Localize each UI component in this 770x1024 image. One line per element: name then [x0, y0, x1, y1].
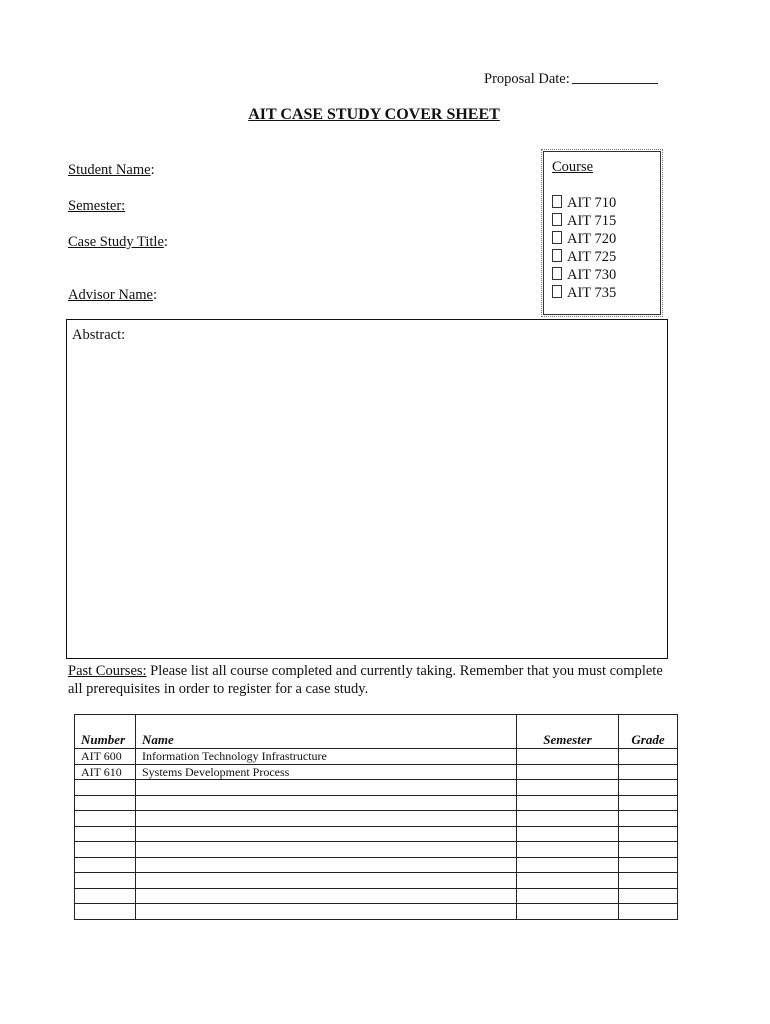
page-title: AIT CASE STUDY COVER SHEET: [248, 106, 500, 123]
course-option[interactable]: [552, 248, 616, 266]
course-option-label: AIT 720: [567, 231, 617, 247]
cell-name[interactable]: [136, 826, 517, 842]
cell-semester[interactable]: [517, 842, 619, 858]
colon: :: [152, 287, 157, 303]
case-study-title-label: Case Study Title: [68, 234, 164, 250]
cell-grade[interactable]: [619, 873, 678, 889]
course-option-label: AIT 710: [567, 195, 617, 211]
semester-label: Semester: [68, 198, 122, 214]
abstract-box[interactable]: [66, 319, 668, 659]
cell-grade[interactable]: [619, 888, 678, 904]
cell-name[interactable]: [136, 888, 517, 904]
table-row: [75, 904, 678, 920]
table-row: [75, 749, 678, 765]
course-selection-box: [543, 151, 661, 315]
cell-name[interactable]: [136, 873, 517, 889]
header-semester: Semester: [517, 715, 619, 749]
advisor-name-label: Advisor Name: [68, 287, 153, 303]
course-heading: Course: [552, 159, 594, 175]
cell-name[interactable]: [136, 904, 517, 920]
table-row: [75, 764, 678, 780]
course-option-label: AIT 715: [567, 213, 617, 229]
table-row: [75, 857, 678, 873]
student-name-field[interactable]: [68, 162, 155, 179]
course-option-label: AIT 735: [567, 285, 617, 301]
cell-grade[interactable]: [619, 842, 678, 858]
checkbox-icon[interactable]: [552, 267, 562, 280]
cell-semester[interactable]: [517, 795, 619, 811]
past-courses-instructions: [68, 662, 668, 698]
cell-number[interactable]: [75, 888, 136, 904]
cell-name[interactable]: Information Technology Infrastructure: [136, 749, 517, 765]
cell-number[interactable]: [75, 904, 136, 920]
proposal-date-label: Proposal Date:: [484, 71, 570, 87]
student-name-label: Student Name: [68, 162, 151, 178]
course-option-label: AIT 725: [567, 249, 617, 265]
cell-number[interactable]: AIT 600: [75, 749, 136, 765]
semester-field[interactable]: [68, 198, 125, 215]
header-name: Name: [136, 715, 517, 749]
cell-semester[interactable]: [517, 764, 619, 780]
cell-number[interactable]: [75, 811, 136, 827]
cell-grade[interactable]: [619, 811, 678, 827]
cell-number[interactable]: [75, 795, 136, 811]
cell-number[interactable]: [75, 826, 136, 842]
cell-number[interactable]: AIT 610: [75, 764, 136, 780]
advisor-name-field[interactable]: [68, 287, 157, 304]
cell-name[interactable]: [136, 857, 517, 873]
cell-name[interactable]: [136, 811, 517, 827]
cell-semester[interactable]: [517, 857, 619, 873]
course-options-list: [552, 194, 616, 302]
cell-semester[interactable]: [517, 873, 619, 889]
cell-grade[interactable]: [619, 780, 678, 796]
cell-grade[interactable]: [619, 826, 678, 842]
header-number: Number: [75, 715, 136, 749]
table-row: [75, 873, 678, 889]
table-row: [75, 842, 678, 858]
cell-grade[interactable]: [619, 904, 678, 920]
cell-grade[interactable]: [619, 795, 678, 811]
table-row: [75, 811, 678, 827]
checkbox-icon[interactable]: [552, 249, 562, 262]
abstract-label: Abstract:: [72, 327, 126, 343]
table-row: [75, 780, 678, 796]
cell-semester[interactable]: [517, 888, 619, 904]
cell-semester[interactable]: [517, 904, 619, 920]
cell-number[interactable]: [75, 873, 136, 889]
cell-name[interactable]: [136, 842, 517, 858]
proposal-date-blank[interactable]: [572, 70, 658, 84]
case-study-title-field[interactable]: [68, 234, 168, 251]
cell-semester[interactable]: [517, 780, 619, 796]
table-row: [75, 888, 678, 904]
cell-grade[interactable]: [619, 749, 678, 765]
checkbox-icon[interactable]: [552, 231, 562, 244]
cell-name[interactable]: [136, 795, 517, 811]
colon: :: [150, 162, 155, 178]
proposal-date: [484, 70, 658, 88]
cell-number[interactable]: [75, 857, 136, 873]
checkbox-icon[interactable]: [552, 285, 562, 298]
course-option[interactable]: [552, 266, 616, 284]
past-courses-text: Please list all course completed and currently taking. Remember that you must complete all prerequisites in order to register for a case study.: [68, 663, 663, 697]
past-courses-table: [74, 714, 678, 920]
course-option[interactable]: [552, 194, 616, 212]
cell-semester[interactable]: [517, 826, 619, 842]
cell-semester[interactable]: [517, 749, 619, 765]
checkbox-icon[interactable]: [552, 195, 562, 208]
checkbox-icon[interactable]: [552, 213, 562, 226]
cell-number[interactable]: [75, 780, 136, 796]
course-option[interactable]: [552, 284, 616, 302]
cell-grade[interactable]: [619, 764, 678, 780]
colon: :: [121, 198, 126, 214]
colon: :: [163, 234, 168, 250]
cell-semester[interactable]: [517, 811, 619, 827]
table-row: [75, 826, 678, 842]
table-header-row: [75, 715, 678, 749]
past-courses-label: Past Courses:: [68, 663, 147, 679]
header-grade: Grade: [619, 715, 678, 749]
course-option-label: AIT 730: [567, 267, 617, 283]
course-option[interactable]: [552, 230, 616, 248]
cell-name[interactable]: [136, 780, 517, 796]
cell-number[interactable]: [75, 842, 136, 858]
cell-grade[interactable]: [619, 857, 678, 873]
table-row: [75, 795, 678, 811]
course-option[interactable]: [552, 212, 616, 230]
cell-name[interactable]: Systems Development Process: [136, 764, 517, 780]
